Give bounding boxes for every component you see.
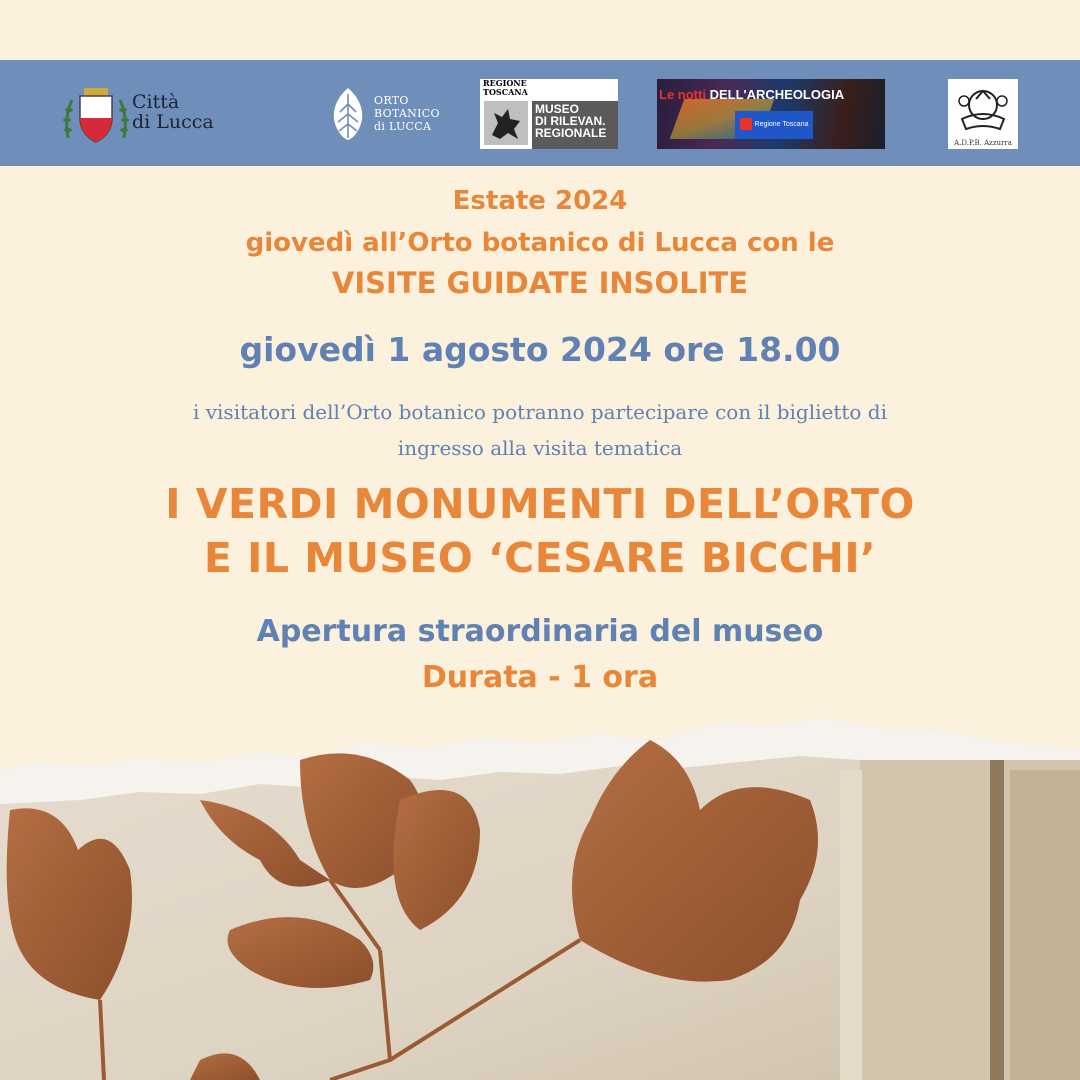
description-line1: i visitatori dell’Orto botanico potranno partecipare con il biglietto di — [192, 400, 888, 424]
regione-toscana-badge — [735, 111, 813, 139]
logo-bar — [0, 60, 1080, 166]
intro-line: giovedì all’Orto botanico di Lucca con le — [245, 228, 835, 258]
orto-logo-line3: di LUCCA — [374, 120, 432, 133]
notti-main-title: DELL'ARCHEOLOGIA — [709, 87, 845, 102]
program-title: VISITE GUIDATE INSOLITE — [331, 266, 749, 300]
lucca-crest-icon — [62, 86, 130, 146]
regione-flag-icon — [740, 118, 752, 130]
orto-logo-line2: BOTANICO — [374, 107, 440, 120]
pegasus-icon — [484, 101, 528, 145]
museo-region-line2: TOSCANA — [483, 87, 528, 97]
herbarium-leaves-image — [0, 700, 1080, 1080]
lucca-logo-line1: Città — [132, 91, 180, 113]
description-line2: ingresso alla visita tematica — [397, 436, 683, 460]
regione-badge-label: Regione Toscana — [754, 121, 809, 128]
museo-region-line1: REGIONE — [483, 78, 527, 88]
museo-rilevanza-regionale-logo — [480, 79, 618, 149]
notti-title — [659, 87, 844, 102]
museo-name-line3: REGIONALE — [535, 126, 607, 140]
event-title-line1: I VERDI MONUMENTI DELL’ORTO — [165, 480, 915, 528]
event-date: giovedì 1 agosto 2024 ore 18.00 — [239, 330, 841, 369]
citta-di-lucca-logo — [62, 82, 222, 146]
lucca-logo-line2: di Lucca — [132, 111, 214, 133]
museo-name-line2: DI RILEVAN. — [535, 114, 606, 128]
orto-botanico-leaf-icon — [330, 86, 366, 142]
event-title-line2: E IL MUSEO ‘CESARE BICCHI’ — [203, 534, 877, 582]
notti-archeologia-logo — [657, 79, 885, 149]
apertura-line: Apertura straordinaria del museo — [256, 614, 824, 649]
adpb-logo — [948, 79, 1018, 149]
adpb-caption: A.D.P.B. Azzurra — [954, 139, 1012, 147]
museo-name-line1: MUSEO — [535, 102, 580, 116]
season-title: Estate 2024 — [452, 186, 628, 216]
notti-prefix: Le notti — [659, 87, 706, 102]
orto-botanico-logo — [330, 82, 460, 146]
orto-logo-line1: ORTO — [374, 94, 409, 107]
durata-line: Durata - 1 ora — [421, 660, 659, 695]
